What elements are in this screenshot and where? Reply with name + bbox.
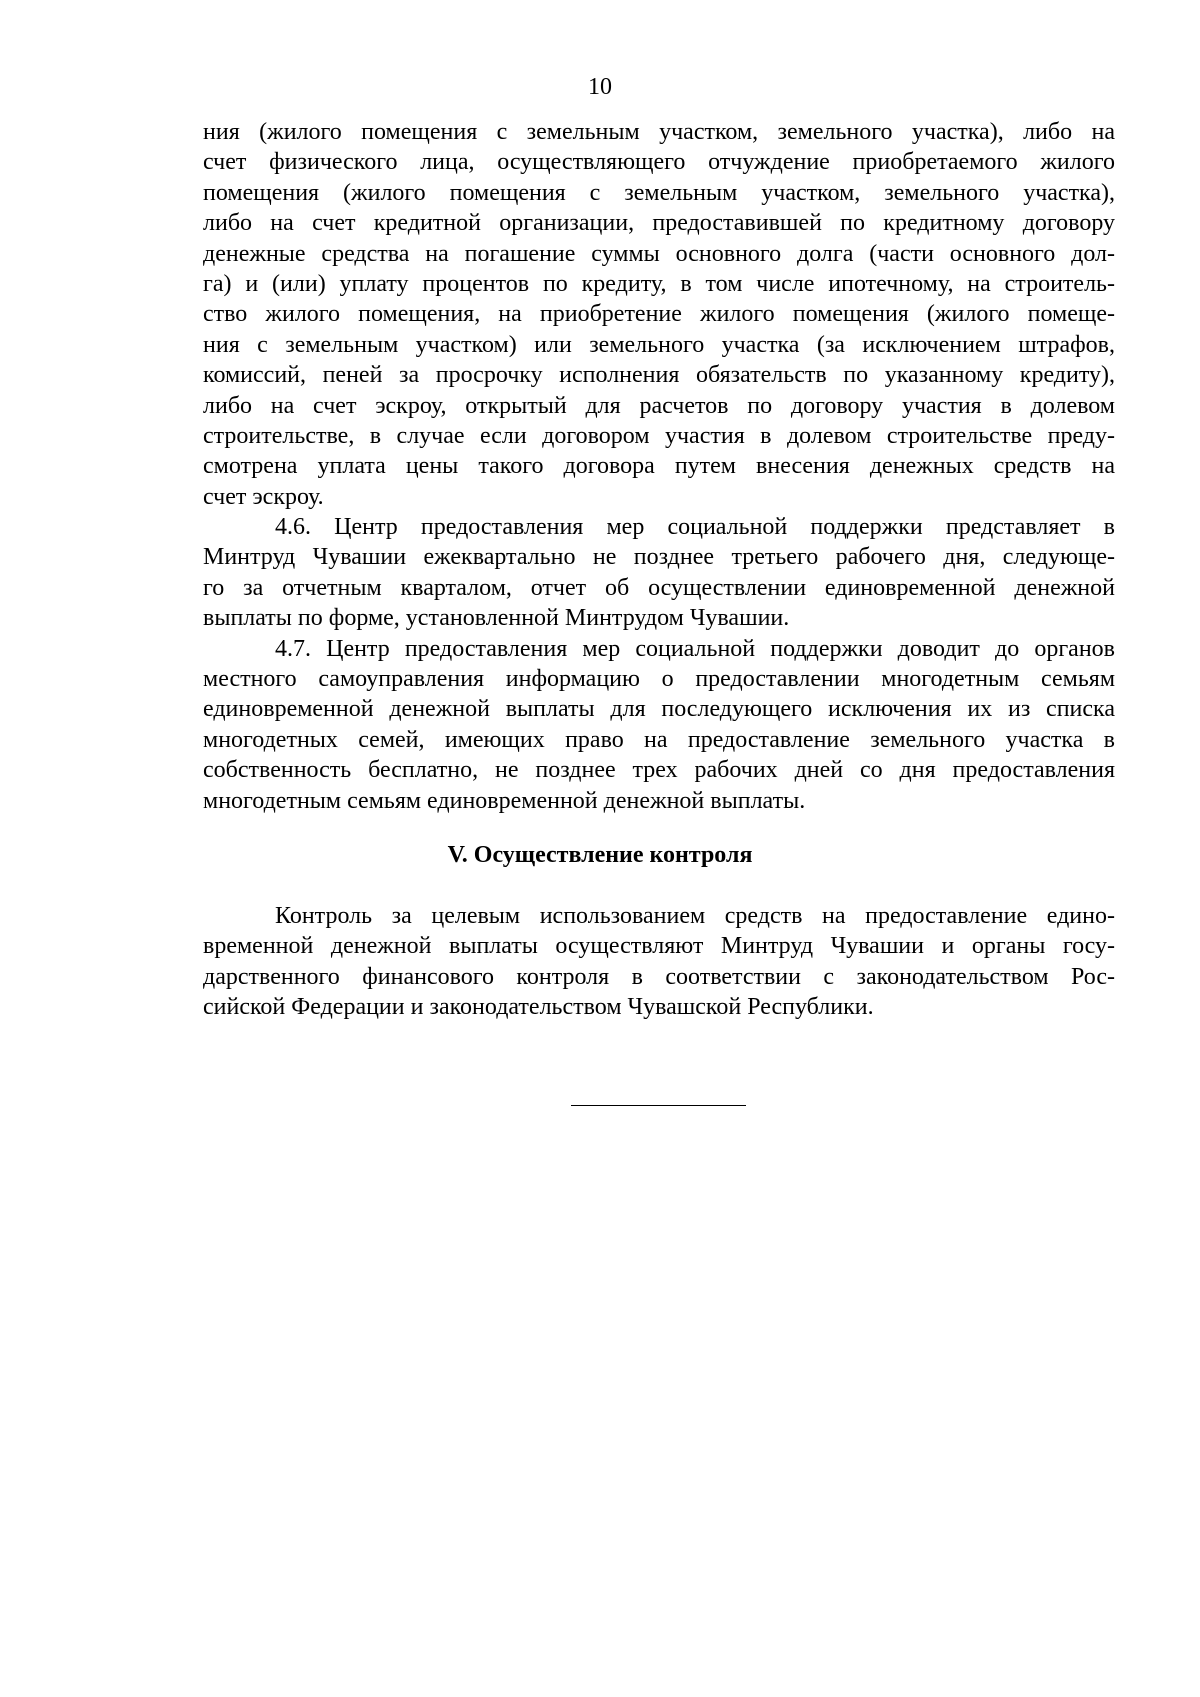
paragraph-continuation bbox=[203, 117, 1115, 512]
text-line: ство жилого помещения, на приобретение жилого помещения (жилого помеще- bbox=[203, 301, 1115, 328]
text-line: ния с земельным участком) или земельного участка (за исключением штрафов, bbox=[203, 331, 1115, 358]
text-line: выплаты по форме, установленной Минтрудом Чувашии. bbox=[203, 605, 790, 632]
text-line: строительстве, в случае если договором участия в долевом строительстве преду- bbox=[203, 422, 1115, 449]
end-of-document-rule bbox=[571, 1105, 746, 1106]
text-line: сийской Федерации и законодательством Чувашской Республики. bbox=[203, 994, 874, 1021]
text-line: местного самоуправления информацию о предоставлении многодетным семьям bbox=[203, 666, 1115, 693]
text-line: счет физического лица, осуществляющего отчуждение приобретаемого жилого bbox=[203, 149, 1115, 176]
text-line: 4.6. Центр предоставления мер социальной поддержки представляет в bbox=[275, 514, 1115, 541]
text-line: ния (жилого помещения с земельным участком, земельного участка), либо на bbox=[203, 119, 1115, 145]
text-line: помещения (жилого помещения с земельным участком, земельного участка), bbox=[203, 179, 1115, 206]
text-line: многодетных семей, имеющих право на предоставление земельного участка в bbox=[203, 726, 1115, 753]
text-line: единовременной денежной выплаты для последующего исключения их из списка bbox=[203, 696, 1115, 723]
text-line: либо на счет эскроу, открытый для расчетов по договору участия в долевом bbox=[203, 392, 1115, 419]
section-heading: V. Осуществление контроля bbox=[447, 842, 753, 868]
paragraph-control bbox=[203, 901, 1115, 1023]
text-line: Контроль за целевым использованием средств на предоставление едино- bbox=[275, 903, 1115, 929]
text-line: временной денежной выплаты осуществляют Минтруд Чувашии и органы госу- bbox=[203, 933, 1115, 960]
text-line: га) и (или) уплату процентов по кредиту, в том числе ипотечному, на строитель- bbox=[203, 270, 1115, 297]
text-line: 4.7. Центр предоставления мер социальной поддержки доводит до органов bbox=[275, 635, 1115, 662]
text-line: денежные средства на погашение суммы основного долга (части основного дол- bbox=[203, 240, 1115, 267]
text-line: дарственного финансового контроля в соответствии с законодательством Рос- bbox=[203, 963, 1115, 990]
text-line: комиссий, пеней за просрочку исполнения обязательств по указанному кредиту), bbox=[203, 362, 1115, 389]
text-line: собственность бесплатно, не позднее трех рабочих дней со дня предоставления bbox=[203, 757, 1115, 784]
paragraph-4-6 bbox=[203, 512, 1115, 634]
text-line: смотрена уплата цены такого договора путем внесения денежных средств на bbox=[203, 453, 1115, 480]
text-line: счет эскроу. bbox=[203, 483, 324, 510]
text-line: многодетным семьям единовременной денежной выплаты. bbox=[203, 787, 806, 814]
page-number: 10 bbox=[588, 74, 612, 100]
text-line: Минтруд Чувашии ежеквартально не позднее третьего рабочего дня, следующе- bbox=[203, 544, 1115, 571]
paragraph-4-7 bbox=[203, 634, 1115, 816]
text-line: либо на счет кредитной организации, предоставившей по кредитному договору bbox=[203, 210, 1115, 237]
text-line: го за отчетным кварталом, отчет об осуществлении единовременной денежной bbox=[203, 574, 1115, 601]
section-4-text bbox=[203, 117, 1115, 816]
